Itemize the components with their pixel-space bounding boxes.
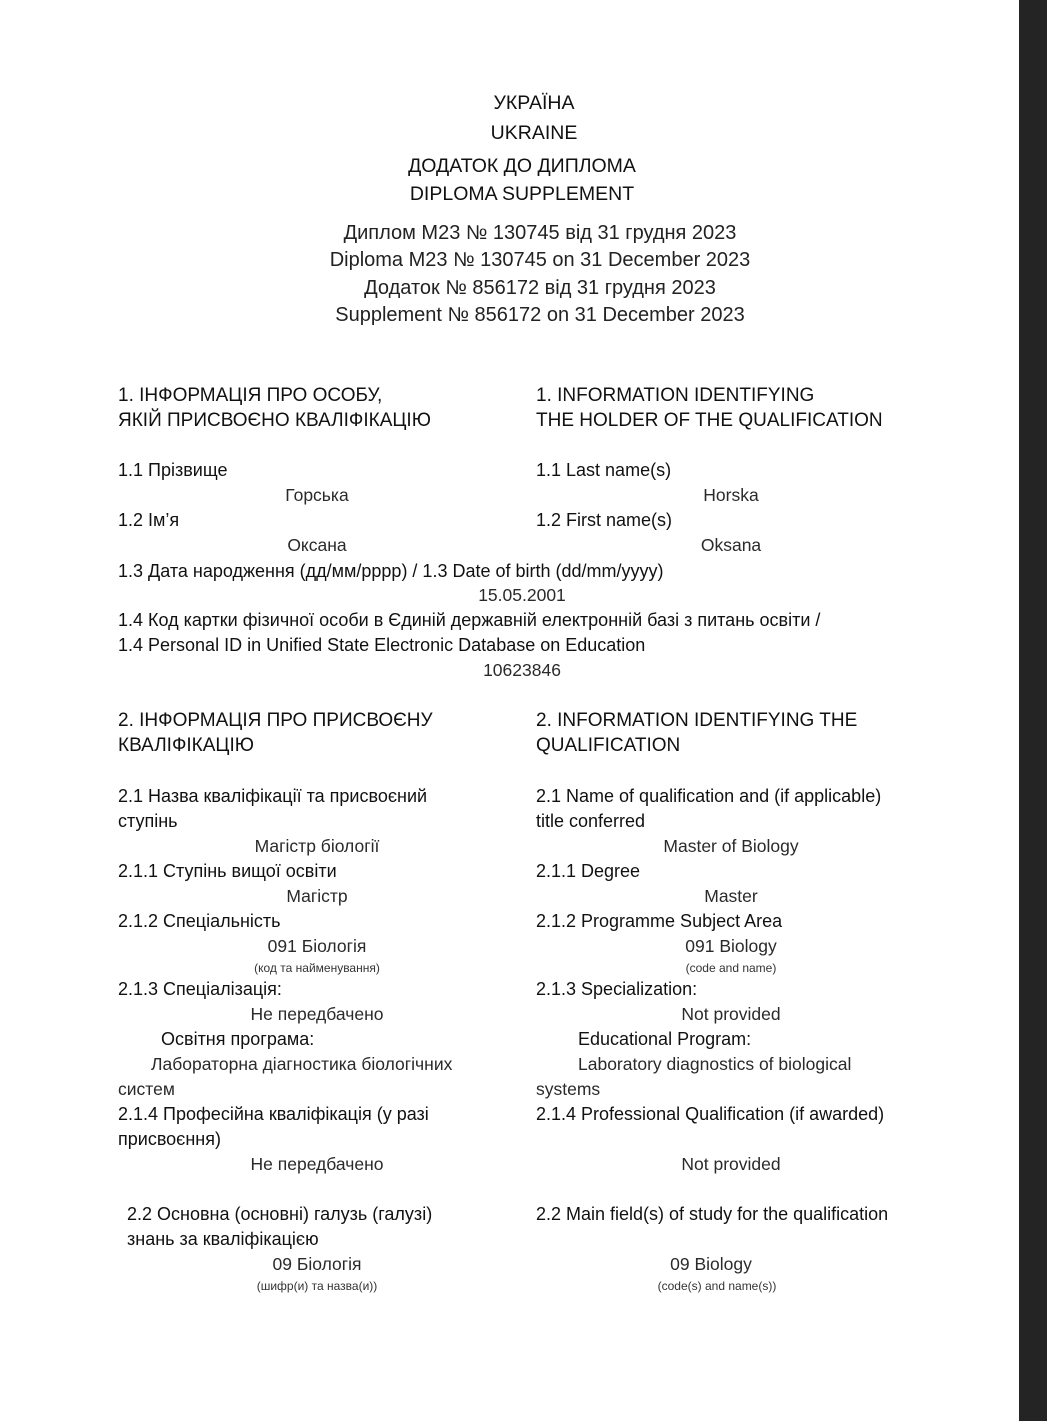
program-value-en-line1: Laboratory diagnostics of biological bbox=[578, 1054, 852, 1074]
first-name-label-ua: 1.2 Ім’я bbox=[118, 510, 180, 530]
program-value-ua-line1: Лабораторна діагностика біологічних bbox=[151, 1054, 453, 1074]
specialty-label-en: 2.1.2 Programme Subject Area bbox=[536, 911, 783, 931]
section2-heading-en-line2: QUALIFICATION bbox=[536, 735, 681, 756]
prof-qualification-label-en: 2.1.4 Professional Qualification (if awarded) bbox=[536, 1104, 885, 1124]
specialization-value-ua: Не передбачено bbox=[250, 1004, 384, 1024]
first-name-value-en: Oksana bbox=[700, 535, 762, 555]
specialty-label-ua: 2.1.2 Спеціальність bbox=[118, 911, 281, 931]
header-country-ua: УКРАЇНА bbox=[493, 92, 575, 114]
section1-heading-ua-line2: ЯКІЙ ПРИСВОЄНО КВАЛІФІКАЦІЮ bbox=[118, 410, 431, 431]
specialty-note-en: (code and name) bbox=[685, 961, 777, 975]
last-name-label-ua: 1.1 Прізвище bbox=[118, 460, 228, 480]
scrollbar-track[interactable] bbox=[1019, 0, 1047, 1421]
degree-label-ua: 2.1.1 Ступінь вищої освіти bbox=[118, 861, 337, 881]
qualification-name-value-ua: Магістр біології bbox=[254, 836, 380, 856]
personal-id-value: 10623846 bbox=[483, 660, 561, 680]
field-of-study-label-en: 2.2 Main field(s) of study for the qualification bbox=[536, 1204, 889, 1224]
field-of-study-label-ua-line1: 2.2 Основна (основні) галузь (галузі) bbox=[127, 1204, 433, 1224]
field-of-study-note-ua: (шифр(и) та назва(и)) bbox=[256, 1279, 378, 1293]
prof-qualification-value-en: Not provided bbox=[681, 1154, 781, 1174]
section2-heading-ua-line1: 2. ІНФОРМАЦІЯ ПРО ПРИСВОЄНУ bbox=[118, 710, 433, 731]
qualification-name-value-en: Master of Biology bbox=[663, 836, 799, 856]
first-name-label-en: 1.2 First name(s) bbox=[536, 510, 673, 530]
first-name-value-ua: Оксана bbox=[287, 535, 347, 555]
program-label-en: Educational Program: bbox=[578, 1029, 752, 1049]
section2-heading-ua-line2: КВАЛІФІКАЦІЮ bbox=[118, 735, 254, 756]
degree-label-en: 2.1.1 Degree bbox=[536, 861, 641, 881]
specialty-value-ua: 091 Біологія bbox=[267, 936, 367, 956]
field-of-study-value-ua: 09 Біологія bbox=[272, 1254, 362, 1274]
prof-qualification-label-ua-line1: 2.1.4 Професійна кваліфікація (у разі bbox=[118, 1104, 429, 1124]
diploma-number-ua: Диплом М23 № 130745 від 31 грудня 2023 bbox=[343, 222, 737, 244]
field-of-study-value-en: 09 Biology bbox=[670, 1254, 752, 1274]
specialty-value-en: 091 Biology bbox=[685, 936, 777, 956]
header-country-en: UKRAINE bbox=[490, 122, 578, 144]
last-name-value-en: Horska bbox=[703, 485, 759, 505]
supplement-number-en: Supplement № 856172 on 31 December 2023 bbox=[335, 304, 745, 326]
field-of-study-note-en: (code(s) and name(s)) bbox=[657, 1279, 777, 1293]
section1-heading-en-line1: 1. INFORMATION IDENTIFYING bbox=[536, 385, 815, 406]
dob-label: 1.3 Дата народження (дд/мм/рррр) / 1.3 Date of birth (dd/mm/yyyy) bbox=[118, 561, 664, 581]
qualification-name-label-ua-line1: 2.1 Назва кваліфікації та присвоєний bbox=[118, 786, 428, 806]
specialization-label-ua: 2.1.3 Спеціалізація: bbox=[118, 979, 282, 999]
last-name-label-en: 1.1 Last name(s) bbox=[536, 460, 672, 480]
program-value-en-line2: systems bbox=[536, 1079, 601, 1099]
diploma-number-en: Diploma М23 № 130745 on 31 December 2023 bbox=[329, 249, 751, 271]
degree-value-ua: Магістр bbox=[286, 886, 348, 906]
personal-id-label-en: 1.4 Personal ID in Unified State Electronic Database on Education bbox=[118, 635, 646, 655]
degree-value-en: Master bbox=[704, 886, 758, 906]
last-name-value-ua: Горська bbox=[285, 485, 349, 505]
specialty-note-ua: (код та найменування) bbox=[254, 961, 380, 975]
prof-qualification-value-ua: Не передбачено bbox=[250, 1154, 384, 1174]
section1-heading-ua-line1: 1. ІНФОРМАЦІЯ ПРО ОСОБУ, bbox=[118, 385, 383, 406]
specialization-value-en: Not provided bbox=[681, 1004, 781, 1024]
section2-heading-en-line1: 2. INFORMATION IDENTIFYING THE bbox=[536, 710, 858, 731]
specialization-label-en: 2.1.3 Specialization: bbox=[536, 979, 698, 999]
qualification-name-label-en-line1: 2.1 Name of qualification and (if applicable) bbox=[536, 786, 882, 806]
header-title-en: DIPLOMA SUPPLEMENT bbox=[409, 183, 635, 205]
qualification-name-label-en-line2: title conferred bbox=[536, 811, 646, 831]
dob-value: 15.05.2001 bbox=[478, 585, 566, 605]
qualification-name-label-ua-line2: ступінь bbox=[118, 811, 178, 831]
program-label-ua: Освітня програма: bbox=[161, 1029, 315, 1049]
header-title-ua: ДОДАТОК ДО ДИПЛОМА bbox=[408, 155, 636, 177]
prof-qualification-label-ua-line2: присвоєння) bbox=[118, 1129, 221, 1149]
section1-heading-en-line2: THE HOLDER OF THE QUALIFICATION bbox=[536, 410, 883, 431]
field-of-study-label-ua-line2: знань за кваліфікацією bbox=[127, 1229, 319, 1249]
personal-id-label-ua: 1.4 Код картки фізичної особи в Єдиній державній електронній базі з питань освіти / bbox=[118, 610, 821, 630]
program-value-ua-line2: систем bbox=[118, 1079, 175, 1099]
supplement-number-ua: Додаток № 856172 від 31 грудня 2023 bbox=[364, 277, 716, 299]
